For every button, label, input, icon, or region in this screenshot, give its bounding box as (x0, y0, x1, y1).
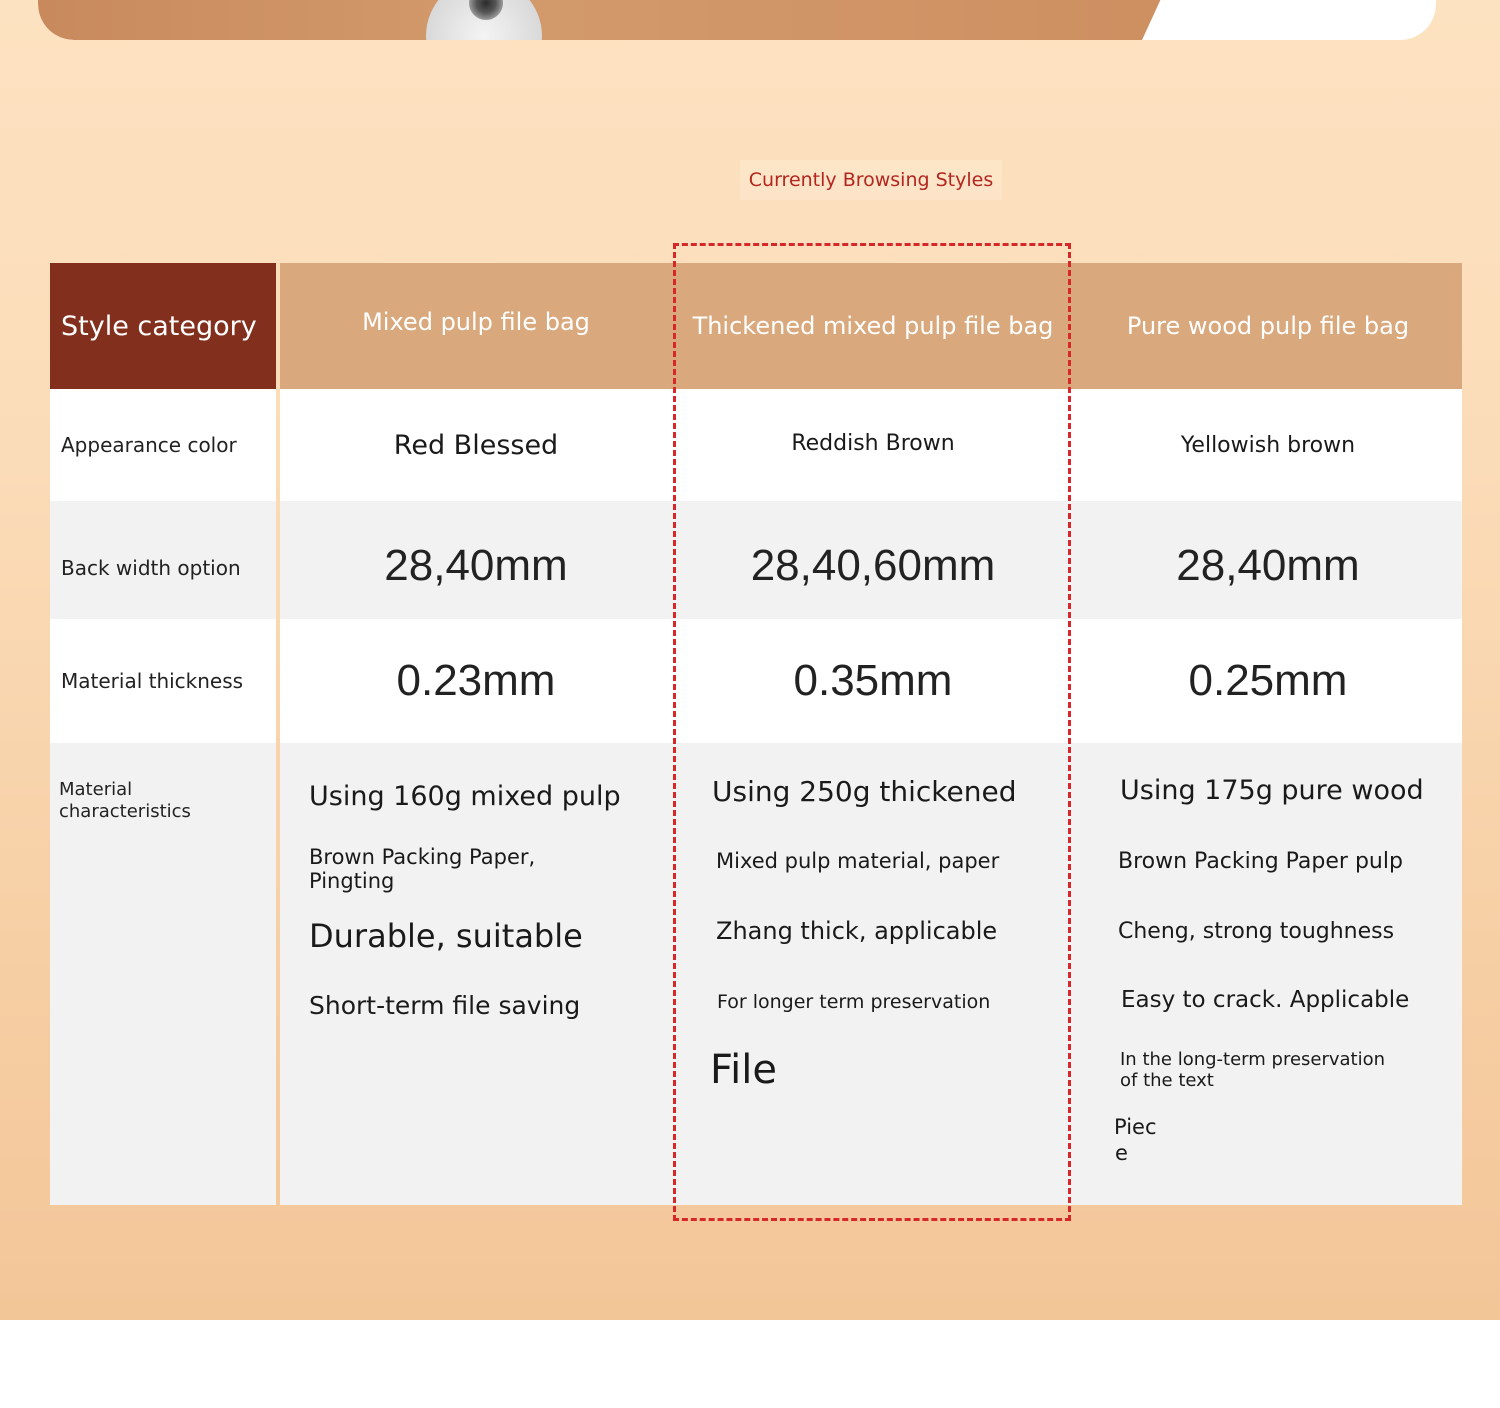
header-thickened-mixed-pulp: Thickened mixed pulp file bag (672, 263, 1074, 389)
char-col3-line8: e (1115, 1141, 1128, 1165)
char-col2-line3: Zhang thick, applicable (716, 917, 998, 945)
appearance-col2: Reddish Brown (672, 389, 1074, 501)
current-style-highlight (673, 243, 1071, 1221)
char-col3-line1: Using 175g pure wood (1120, 775, 1424, 806)
label-line-2: characteristics (59, 801, 191, 822)
label-appearance-color: Appearance color (50, 389, 276, 501)
header-mixed-pulp: Mixed pulp file bag (280, 263, 672, 389)
back-width-col3: 28,40mm (1074, 501, 1462, 619)
char-col1-line5: Short-term file saving (309, 991, 581, 1020)
thickness-col3: 0.25mm (1074, 619, 1462, 743)
char-col3-line3: Cheng, strong toughness (1118, 919, 1395, 944)
characteristics-col1 (280, 743, 672, 1205)
char-col3-line5: In the long-term preservation (1120, 1049, 1386, 1070)
appearance-col3: Yellowish brown (1074, 389, 1462, 501)
thickness-col1: 0.23mm (280, 619, 672, 743)
char-col3-line4: Easy to crack. Applicable (1121, 987, 1410, 1013)
currently-browsing-label: Currently Browsing Styles (740, 160, 1002, 200)
file-bag-image (38, 0, 1188, 40)
label-material-thickness: Material thickness (50, 619, 276, 743)
char-col1-line1: Using 160g mixed pulp (309, 781, 621, 812)
label-material-characteristics (50, 743, 276, 1205)
char-col3-line2: Brown Packing Paper pulp (1118, 849, 1403, 874)
char-col2-line4: For longer term preservation (717, 991, 991, 1013)
appearance-col1: Red Blessed (280, 389, 672, 501)
char-col3-line7: Piec (1114, 1115, 1157, 1139)
header-pure-wood-pulp: Pure wood pulp file bag (1074, 263, 1462, 389)
char-col2-line2: Mixed pulp material, paper (716, 849, 1000, 873)
characteristics-col3 (1074, 743, 1462, 1205)
label-back-width: Back width option (50, 501, 276, 619)
char-col3-line6: of the text (1120, 1070, 1214, 1091)
header-style-category: Style category (50, 263, 276, 389)
thickness-col2: 0.35mm (672, 619, 1074, 743)
char-col1-line4: Durable, suitable (309, 917, 583, 955)
char-col1-line3: Pingting (309, 869, 395, 893)
back-width-col1: 28,40mm (280, 501, 672, 619)
char-col1-line2: Brown Packing Paper, (309, 845, 536, 869)
product-photo (38, 0, 1436, 40)
char-col2-line5: File (710, 1047, 777, 1093)
label-line-1: Material (59, 779, 133, 800)
back-width-col2: 28,40,60mm (672, 501, 1074, 619)
char-col2-line1: Using 250g thickened (712, 775, 1017, 808)
